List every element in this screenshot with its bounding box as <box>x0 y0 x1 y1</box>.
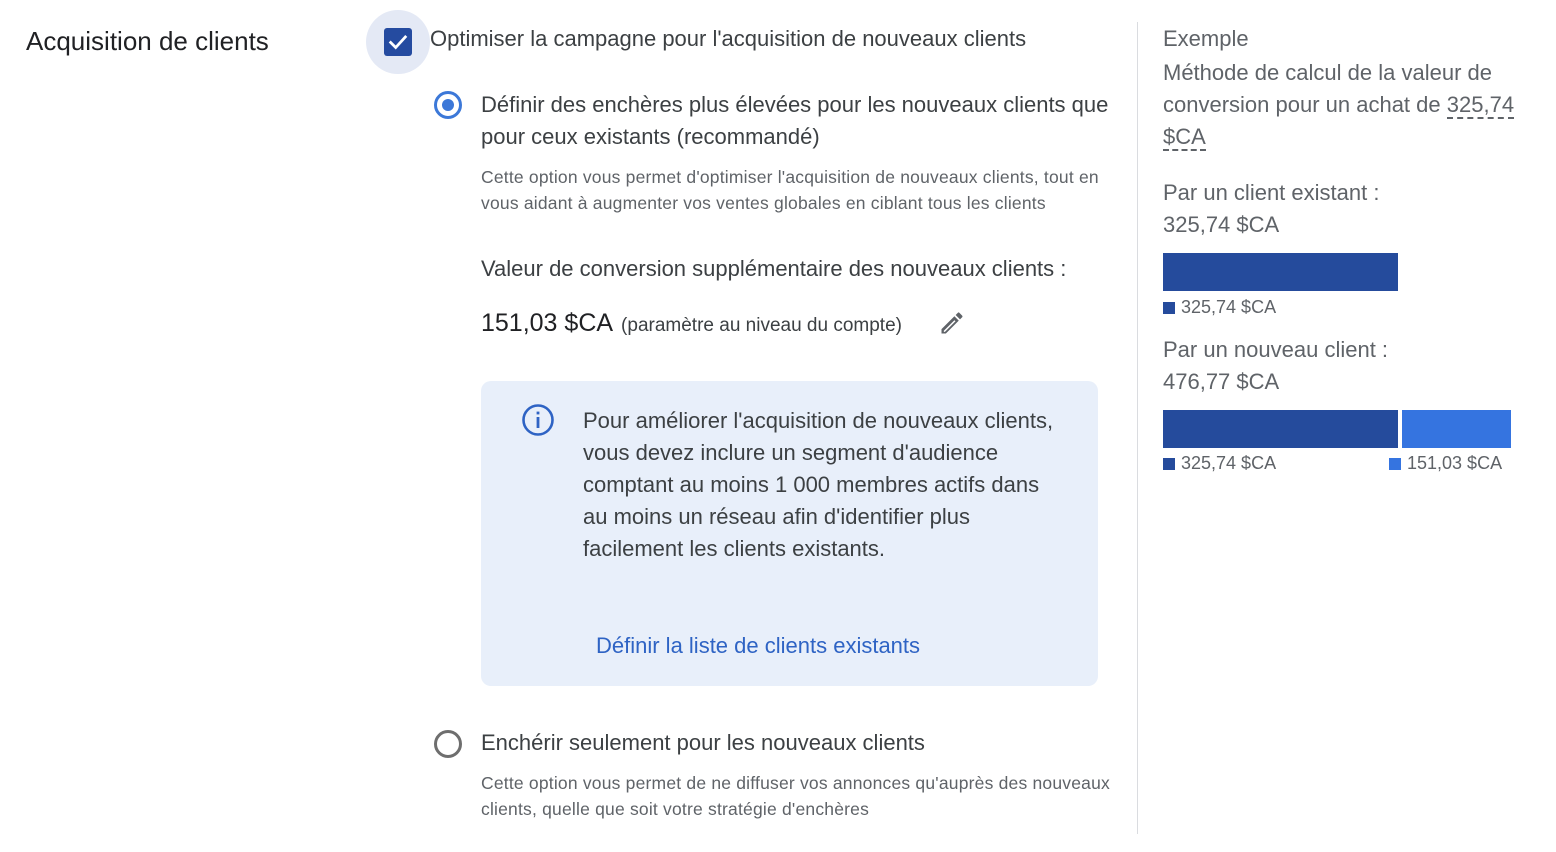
existing-client-label: Par un client existant : <box>1163 180 1380 205</box>
new-client-total: 476,77 $CA <box>1163 369 1280 394</box>
radio-higher-bids[interactable] <box>434 91 462 119</box>
optimize-checkbox-label[interactable]: Optimiser la campagne pour l'acquisition de nouveaux clients <box>430 26 1027 51</box>
option-new-only-description: Cette option vous permet de ne diffuser vos annonces qu'auprès des nouveaux clients, quelle que soit votre stratégie d'enchères <box>481 773 1110 819</box>
legend-new-extra <box>1389 453 1502 474</box>
new-client-label: Par un nouveau client : <box>1163 337 1389 362</box>
conversion-value-label: Valeur de conversion supplémentaire des nouveaux clients : <box>481 256 1067 281</box>
optimize-checkbox[interactable] <box>384 28 412 56</box>
legend-new-base <box>1163 453 1276 474</box>
edit-pencil-icon[interactable] <box>938 309 966 337</box>
conversion-value: 151,03 $CA <box>481 309 614 337</box>
conversion-value-note: (paramètre au niveau du compte) <box>621 315 902 336</box>
legend-new-base-value: 325,74 $CA <box>1181 453 1277 473</box>
info-icon <box>521 403 555 437</box>
option-higher-bids-description: Cette option vous permet d'optimiser l'acquisition de nouveaux clients, tout en vous aidant à augmenter vos ventes globales en ciblant tous les clients <box>481 167 1099 213</box>
example-amount[interactable]: 325,74 $CA <box>1163 92 1515 149</box>
bar-new-client-extra <box>1402 410 1511 448</box>
legend-existing-base-value: 325,74 $CA <box>1181 297 1277 317</box>
define-existing-clients-link[interactable]: Définir la liste de clients existants <box>596 633 921 658</box>
option-higher-bids-label[interactable]: Définir des enchères plus élevées pour les nouveaux clients que pour ceux existants (recommandé) <box>481 92 1109 149</box>
example-description-text: Méthode de calcul de la valeur de conversion pour un achat de <box>1163 60 1492 117</box>
column-divider <box>1137 22 1138 834</box>
radio-new-clients-only[interactable] <box>434 730 462 758</box>
conversion-value-row <box>481 309 902 338</box>
existing-client-total: 325,74 $CA <box>1163 212 1280 237</box>
info-callout <box>481 381 1098 686</box>
legend-new-extra-value: 151,03 $CA <box>1407 453 1503 473</box>
bar-new-client-base <box>1163 410 1398 448</box>
example-description <box>1163 57 1543 153</box>
example-title: Exemple <box>1163 26 1249 51</box>
check-icon <box>387 31 409 53</box>
info-text: Pour améliorer l'acquisition de nouveaux clients, vous devez inclure un segment d'audience comptant au moins 1 000 membres actifs dans au moins un réseau afin d'identifier plus facilement les clients existants. <box>583 408 1054 561</box>
legend-swatch-extra <box>1389 458 1401 470</box>
legend-swatch-base <box>1163 458 1175 470</box>
option-new-only-label[interactable]: Enchérir seulement pour les nouveaux clients <box>481 730 925 755</box>
bar-existing-client-base <box>1163 253 1398 291</box>
legend-swatch-base <box>1163 302 1175 314</box>
legend-existing-base <box>1163 297 1276 318</box>
section-title: Acquisition de clients <box>26 26 269 56</box>
